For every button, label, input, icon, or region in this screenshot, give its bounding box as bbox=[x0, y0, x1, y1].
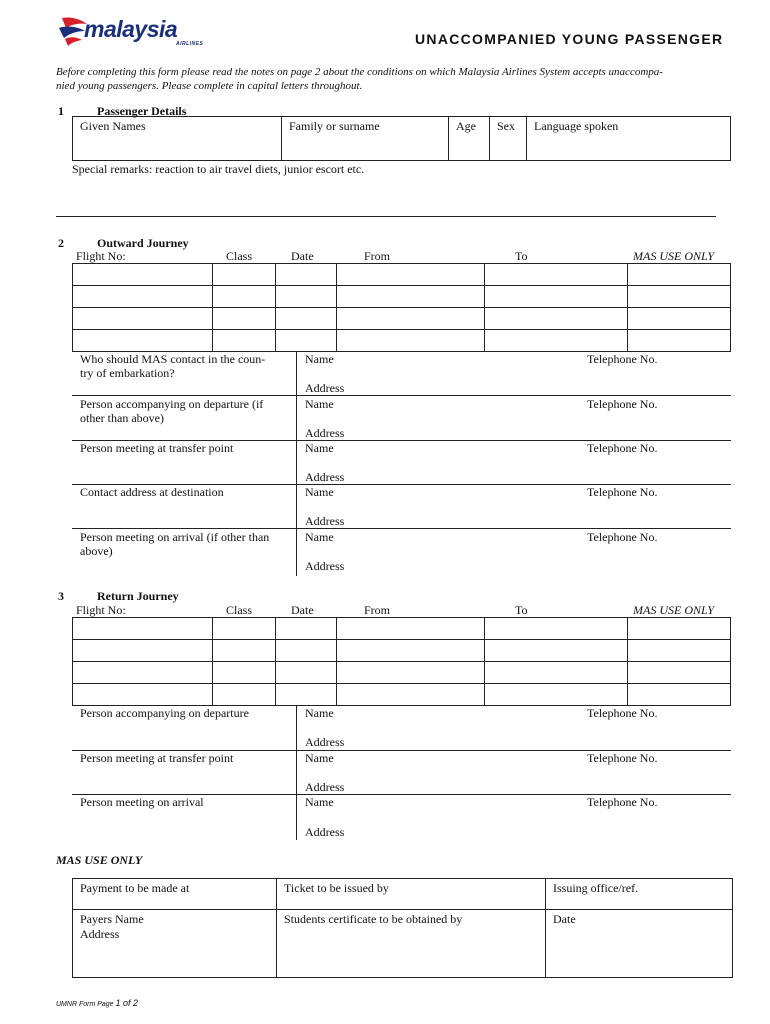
name-field[interactable]: Name bbox=[305, 352, 334, 366]
telephone-field[interactable]: Telephone No. bbox=[587, 706, 658, 720]
language-label: Language spoken bbox=[534, 119, 619, 133]
outward-flight-label: Flight No: bbox=[76, 249, 126, 263]
return-to-label: To bbox=[515, 603, 528, 617]
outward-contact-5-label bbox=[80, 530, 292, 558]
logo bbox=[56, 14, 206, 48]
address-field[interactable]: Address bbox=[305, 514, 345, 528]
address-field[interactable]: Address bbox=[305, 381, 345, 395]
outward-cell[interactable] bbox=[73, 264, 213, 286]
telephone-field[interactable]: Telephone No. bbox=[587, 485, 658, 499]
outward-cell[interactable] bbox=[485, 308, 628, 330]
form-title: UNACCOMPANIED YOUNG PASSENGER bbox=[415, 31, 724, 47]
return-contact-1-label: Person accompanying on departure bbox=[80, 706, 249, 720]
language-field[interactable] bbox=[527, 117, 731, 161]
payers-name-label: Payers Name bbox=[80, 912, 144, 926]
date-label: Date bbox=[553, 912, 576, 926]
return-cell[interactable] bbox=[485, 618, 628, 640]
outward-cell[interactable] bbox=[276, 286, 337, 308]
return-cell[interactable] bbox=[485, 640, 628, 662]
address-field[interactable]: Address bbox=[305, 559, 345, 573]
return-cell[interactable] bbox=[73, 684, 213, 706]
outward-cell[interactable] bbox=[337, 308, 485, 330]
ticket-field[interactable] bbox=[277, 879, 546, 910]
outward-cell[interactable] bbox=[485, 264, 628, 286]
outward-cell[interactable] bbox=[485, 330, 628, 352]
outward-cell[interactable] bbox=[73, 308, 213, 330]
footer-form-label bbox=[56, 998, 138, 1008]
outward-cell[interactable] bbox=[628, 286, 731, 308]
footer-form: UMNR Form Page bbox=[56, 1001, 116, 1008]
outward-cell[interactable] bbox=[73, 286, 213, 308]
address-field[interactable]: Address bbox=[305, 825, 345, 839]
issuing-label: Issuing office/ref. bbox=[553, 881, 639, 895]
contact-label-line: Who should MAS contact in the coun- bbox=[80, 352, 266, 366]
address-field[interactable]: Address bbox=[305, 780, 345, 794]
outward-mas-label: MAS USE ONLY bbox=[633, 249, 715, 263]
return-cell[interactable] bbox=[276, 684, 337, 706]
given-names-label: Given Names bbox=[80, 119, 146, 133]
name-field[interactable]: Name bbox=[305, 485, 334, 499]
contact-label-line: above) bbox=[80, 544, 113, 558]
return-cell[interactable] bbox=[276, 618, 337, 640]
payers-address-label: Address bbox=[80, 927, 120, 941]
footer-page: 1 of 2 bbox=[115, 998, 139, 1008]
return-cell[interactable] bbox=[213, 618, 276, 640]
outward-contact-4-label: Contact address at destination bbox=[80, 485, 224, 499]
outward-cell[interactable] bbox=[276, 330, 337, 352]
telephone-field[interactable]: Telephone No. bbox=[587, 751, 658, 765]
outward-cell[interactable] bbox=[628, 264, 731, 286]
address-field[interactable]: Address bbox=[305, 470, 345, 484]
return-cell[interactable] bbox=[337, 618, 485, 640]
return-mas-label: MAS USE ONLY bbox=[633, 603, 715, 617]
return-from-label: From bbox=[364, 603, 391, 617]
return-cell[interactable] bbox=[213, 684, 276, 706]
outward-cell[interactable] bbox=[628, 330, 731, 352]
family-name-field[interactable] bbox=[282, 117, 449, 161]
payers-field[interactable] bbox=[73, 910, 277, 978]
family-name-label: Family or surname bbox=[289, 119, 380, 133]
outward-class-label: Class bbox=[226, 249, 253, 263]
return-contact-2-label: Person meeting at transfer point bbox=[80, 751, 234, 765]
return-cell[interactable] bbox=[73, 640, 213, 662]
outward-cell[interactable] bbox=[213, 264, 276, 286]
return-date-label: Date bbox=[291, 603, 314, 617]
section-1-title: Passenger Details bbox=[97, 104, 187, 118]
return-cell[interactable] bbox=[73, 618, 213, 640]
passenger-details-table bbox=[72, 116, 731, 161]
telephone-field[interactable]: Telephone No. bbox=[587, 352, 658, 366]
mas-use-heading: MAS USE ONLY bbox=[56, 853, 143, 867]
section-3-number: 3 bbox=[58, 589, 64, 603]
intro-line-1: Before completing this form please read the notes on page 2 about the conditions on which Malaysia Airlines System accepts unaccompa- bbox=[56, 66, 663, 78]
return-cell[interactable] bbox=[628, 640, 731, 662]
section-2-number: 2 bbox=[58, 236, 64, 250]
outward-cell[interactable] bbox=[213, 330, 276, 352]
ticket-label: Ticket to be issued by bbox=[284, 881, 389, 895]
return-flight-label: Flight No: bbox=[76, 603, 126, 617]
telephone-field[interactable]: Telephone No. bbox=[587, 530, 658, 544]
section-3-title: Return Journey bbox=[97, 589, 179, 603]
return-cell[interactable] bbox=[213, 640, 276, 662]
name-field[interactable]: Name bbox=[305, 751, 334, 765]
intro-line-2: nied young passengers. Please complete in capital letters throughout. bbox=[56, 80, 363, 92]
return-contact-3-label: Person meeting on arrival bbox=[80, 795, 204, 809]
issuing-field[interactable] bbox=[546, 879, 733, 910]
outward-contact-2-label bbox=[80, 397, 292, 425]
outward-date-label: Date bbox=[291, 249, 314, 263]
outward-cell[interactable] bbox=[213, 286, 276, 308]
return-cell[interactable] bbox=[337, 684, 485, 706]
payment-label: Payment to be made at bbox=[80, 881, 190, 895]
telephone-field[interactable]: Telephone No. bbox=[587, 397, 658, 411]
outward-contact-divider bbox=[296, 352, 297, 576]
special-remarks-line[interactable] bbox=[56, 216, 716, 217]
return-cell[interactable] bbox=[276, 640, 337, 662]
outward-cell[interactable] bbox=[337, 286, 485, 308]
return-cell[interactable] bbox=[485, 684, 628, 706]
return-flight-table bbox=[72, 617, 731, 706]
outward-cell[interactable] bbox=[337, 330, 485, 352]
outward-cell[interactable] bbox=[213, 308, 276, 330]
special-remarks-label: Special remarks: reaction to air travel diets, junior escort etc. bbox=[72, 162, 365, 176]
sex-label: Sex bbox=[497, 119, 515, 133]
return-cell[interactable] bbox=[276, 662, 337, 684]
contact-label-line: try of embarkation? bbox=[80, 366, 175, 380]
outward-contact-1-label bbox=[80, 352, 292, 380]
mas-use-table bbox=[72, 878, 733, 978]
outward-cell[interactable] bbox=[276, 264, 337, 286]
name-field[interactable]: Name bbox=[305, 530, 334, 544]
age-label: Age bbox=[456, 119, 476, 133]
return-cell[interactable] bbox=[628, 684, 731, 706]
section-2-title: Outward Journey bbox=[97, 236, 189, 250]
students-label: Students certificate to be obtained by bbox=[284, 912, 463, 926]
name-field[interactable]: Name bbox=[305, 706, 334, 720]
logo-text: malaysia bbox=[84, 16, 178, 42]
return-contact-divider bbox=[296, 706, 297, 840]
name-field[interactable]: Name bbox=[305, 441, 334, 455]
return-cell[interactable] bbox=[485, 662, 628, 684]
outward-from-label: From bbox=[364, 249, 391, 263]
return-cell[interactable] bbox=[337, 662, 485, 684]
name-field[interactable]: Name bbox=[305, 795, 334, 809]
contact-label-line: Person accompanying on departure (if bbox=[80, 397, 264, 411]
telephone-field[interactable]: Telephone No. bbox=[587, 795, 658, 809]
address-field[interactable]: Address bbox=[305, 426, 345, 440]
address-field[interactable]: Address bbox=[305, 735, 345, 749]
row-divider bbox=[72, 395, 731, 396]
sex-field[interactable] bbox=[490, 117, 527, 161]
telephone-field[interactable]: Telephone No. bbox=[587, 441, 658, 455]
payment-field[interactable] bbox=[73, 879, 277, 910]
return-cell[interactable] bbox=[213, 662, 276, 684]
date-field[interactable] bbox=[546, 910, 733, 978]
return-cell[interactable] bbox=[337, 640, 485, 662]
return-cell[interactable] bbox=[73, 662, 213, 684]
row-divider bbox=[72, 528, 731, 529]
contact-label-line: Person meeting on arrival (if other than bbox=[80, 530, 270, 544]
outward-cell[interactable] bbox=[628, 308, 731, 330]
outward-contact-3-label: Person meeting at transfer point bbox=[80, 441, 234, 455]
outward-flight-table bbox=[72, 263, 731, 352]
age-field[interactable] bbox=[449, 117, 490, 161]
section-1-number: 1 bbox=[58, 104, 64, 118]
name-field[interactable]: Name bbox=[305, 397, 334, 411]
contact-label-line: other than above) bbox=[80, 411, 164, 425]
return-class-label: Class bbox=[226, 603, 253, 617]
logo-subtext: AIRLINES bbox=[176, 41, 204, 47]
outward-cell[interactable] bbox=[485, 286, 628, 308]
given-names-field[interactable] bbox=[73, 117, 282, 161]
students-field[interactable] bbox=[277, 910, 546, 978]
return-cell[interactable] bbox=[628, 662, 731, 684]
outward-cell[interactable] bbox=[73, 330, 213, 352]
outward-to-label: To bbox=[515, 249, 528, 263]
return-cell[interactable] bbox=[628, 618, 731, 640]
outward-cell[interactable] bbox=[337, 264, 485, 286]
outward-cell[interactable] bbox=[276, 308, 337, 330]
